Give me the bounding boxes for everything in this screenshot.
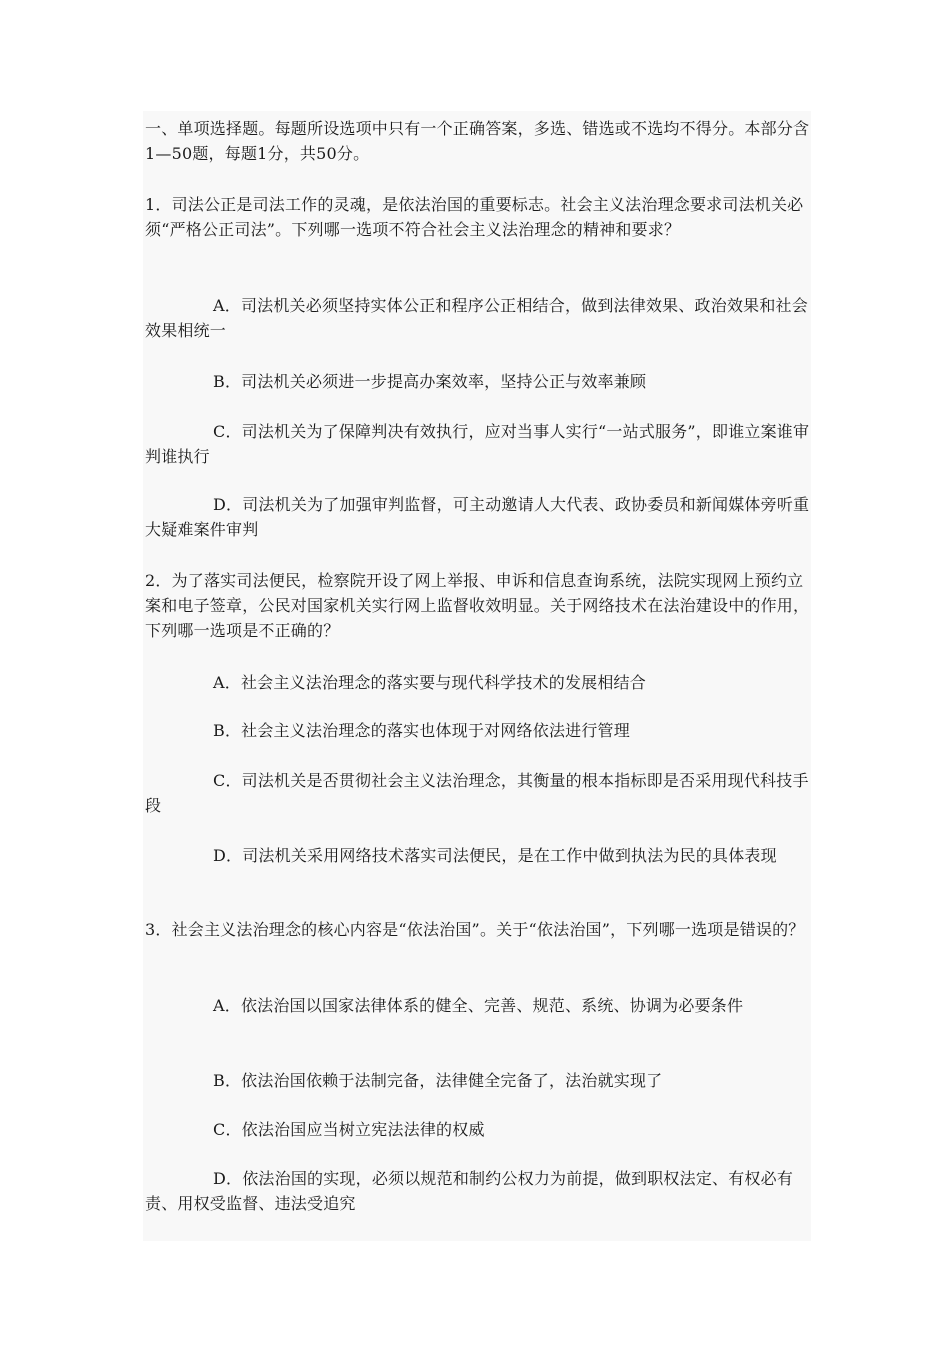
question-3-stem: 3．社会主义法治理念的核心内容是“依法治国”。关于“依法治国”，下列哪一选项是错误的？ bbox=[145, 920, 805, 939]
section-intro: 一、单项选择题。每题所设选项中只有一个正确答案，多选、错选或不选均不得分。本部分含1—50题，每题1分，共50分。 bbox=[145, 119, 810, 163]
document-page bbox=[143, 111, 811, 1241]
question-1-stem: 1．司法公正是司法工作的灵魂，是依法治国的重要标志。社会主义法治理念要求司法机关必须“严格公正司法”。下列哪一选项不符合社会主义法治理念的精神和要求？ bbox=[145, 195, 804, 239]
question-1-option-a: A．司法机关必须坚持实体公正和程序公正相结合，做到法律效果、政治效果和社会效果相统一 bbox=[145, 296, 808, 340]
question-3-option-a: A．依法治国以国家法律体系的健全、完善、规范、系统、协调为必要条件 bbox=[213, 996, 744, 1015]
question-2-stem: 2．为了落实司法便民，检察院开设了网上举报、申诉和信息查询系统，法院实现网上预约立案和电子签章，公民对国家机关实行网上监督收效明显。关于网络技术在法治建设中的作用，下列哪一选项是不正确的？ bbox=[145, 571, 810, 640]
question-2-option-d: D．司法机关采用网络技术落实司法便民，是在工作中做到执法为民的具体表现 bbox=[213, 846, 777, 865]
question-1-option-c: C．司法机关为了保障判决有效执行，应对当事人实行“一站式服务”，即谁立案谁审判谁执行 bbox=[145, 422, 810, 466]
question-2-option-b: B．社会主义法治理念的落实也体现于对网络依法进行管理 bbox=[213, 721, 630, 740]
question-2-option-c: C．司法机关是否贯彻社会主义法治理念，其衡量的根本指标即是否采用现代科技手段 bbox=[145, 771, 809, 815]
question-3-option-d: D．依法治国的实现，必须以规范和制约公权力为前提，做到职权法定、有权必有责、用权受监督、违法受追究 bbox=[145, 1169, 794, 1213]
question-3-option-b: B．依法治国依赖于法制完备，法律健全完备了，法治就实现了 bbox=[213, 1071, 663, 1090]
question-3-option-c: C．依法治国应当树立宪法法律的权威 bbox=[213, 1120, 485, 1139]
question-1-option-d: D．司法机关为了加强审判监督，可主动邀请人大代表、政协委员和新闻媒体旁听重大疑难案件审判 bbox=[145, 495, 810, 539]
question-2-option-a: A．社会主义法治理念的落实要与现代科学技术的发展相结合 bbox=[213, 673, 646, 692]
question-1-option-b: B．司法机关必须进一步提高办案效率，坚持公正与效率兼顾 bbox=[213, 372, 647, 391]
